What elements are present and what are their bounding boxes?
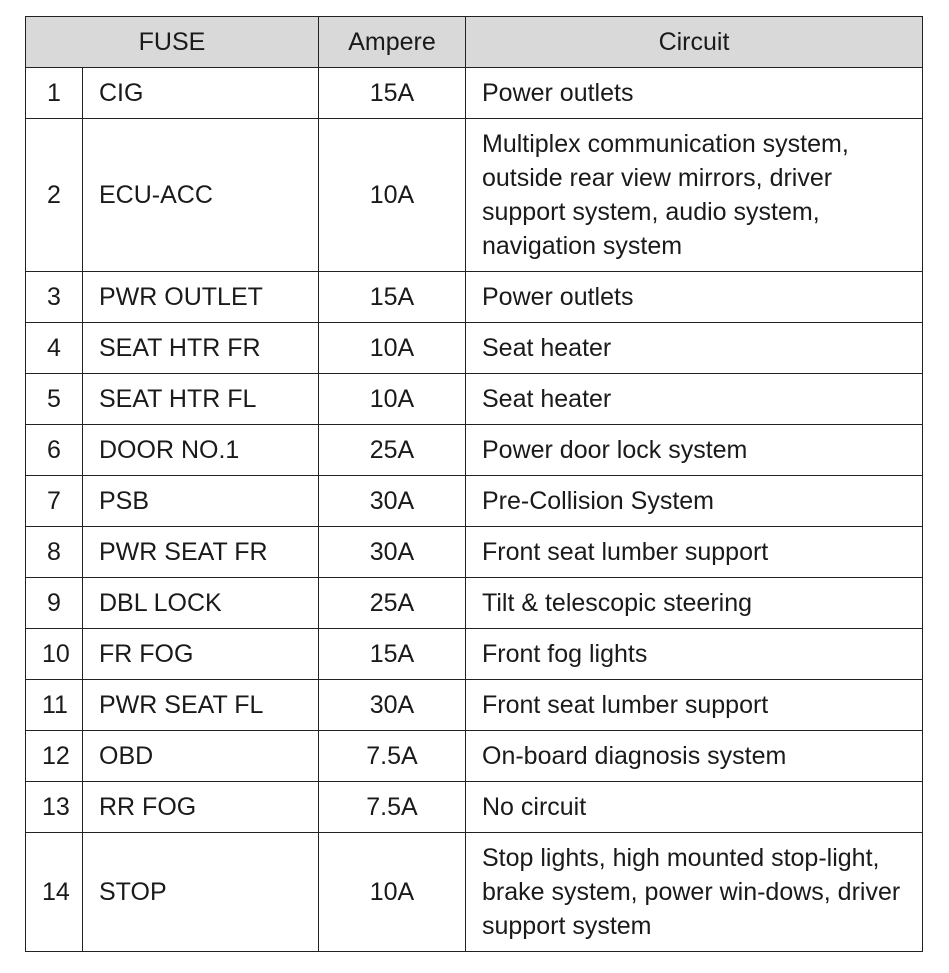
table-row <box>26 680 923 731</box>
fuse-circuit: Power outlets <box>466 68 923 119</box>
header-circuit: Circuit <box>466 17 923 68</box>
header-ampere: Ampere <box>319 17 466 68</box>
table-row <box>26 68 923 119</box>
fuse-name: DOOR NO.1 <box>83 425 319 476</box>
table-row <box>26 629 923 680</box>
fuse-number: 3 <box>26 272 83 323</box>
table-row <box>26 833 923 952</box>
fuse-name: PWR OUTLET <box>83 272 319 323</box>
fuse-number: 12 <box>26 731 83 782</box>
fuse-name: ECU-ACC <box>83 119 319 272</box>
fuse-ampere: 7.5A <box>319 782 466 833</box>
fuse-circuit: Front fog lights <box>466 629 923 680</box>
fuse-name: RR FOG <box>83 782 319 833</box>
fuse-ampere: 7.5A <box>319 731 466 782</box>
table-row <box>26 374 923 425</box>
table-row <box>26 323 923 374</box>
fuse-table <box>25 16 923 952</box>
fuse-circuit: Front seat lumber support <box>466 527 923 578</box>
fuse-number: 11 <box>26 680 83 731</box>
fuse-number: 10 <box>26 629 83 680</box>
fuse-circuit: Front seat lumber support <box>466 680 923 731</box>
fuse-circuit: Tilt & telescopic steering <box>466 578 923 629</box>
fuse-circuit: Seat heater <box>466 323 923 374</box>
fuse-ampere: 10A <box>319 833 466 952</box>
fuse-circuit: Multiplex communication system, outside rear view mirrors, driver support system, audio system, navigation system <box>466 119 923 272</box>
table-row <box>26 425 923 476</box>
table-row <box>26 119 923 272</box>
fuse-name: OBD <box>83 731 319 782</box>
table-row <box>26 578 923 629</box>
fuse-number: 13 <box>26 782 83 833</box>
table-header-row <box>26 17 923 68</box>
fuse-circuit: On-board diagnosis system <box>466 731 923 782</box>
table-row <box>26 272 923 323</box>
fuse-number: 9 <box>26 578 83 629</box>
table-row <box>26 476 923 527</box>
fuse-name: PSB <box>83 476 319 527</box>
fuse-name: SEAT HTR FL <box>83 374 319 425</box>
fuse-name: PWR SEAT FL <box>83 680 319 731</box>
fuse-ampere: 15A <box>319 629 466 680</box>
fuse-name: CIG <box>83 68 319 119</box>
fuse-ampere: 15A <box>319 68 466 119</box>
fuse-number: 8 <box>26 527 83 578</box>
fuse-circuit: Stop lights, high mounted stop-light, brake system, power win-dows, driver support system <box>466 833 923 952</box>
fuse-number: 14 <box>26 833 83 952</box>
fuse-number: 2 <box>26 119 83 272</box>
fuse-ampere: 25A <box>319 578 466 629</box>
fuse-name: FR FOG <box>83 629 319 680</box>
fuse-name: STOP <box>83 833 319 952</box>
table-row <box>26 782 923 833</box>
fuse-ampere: 15A <box>319 272 466 323</box>
table-row <box>26 527 923 578</box>
fuse-ampere: 30A <box>319 476 466 527</box>
fuse-ampere: 10A <box>319 323 466 374</box>
fuse-ampere: 25A <box>319 425 466 476</box>
fuse-ampere: 10A <box>319 119 466 272</box>
fuse-ampere: 10A <box>319 374 466 425</box>
fuse-ampere: 30A <box>319 680 466 731</box>
fuse-circuit: Seat heater <box>466 374 923 425</box>
fuse-number: 1 <box>26 68 83 119</box>
table-row <box>26 731 923 782</box>
fuse-number: 7 <box>26 476 83 527</box>
fuse-circuit: Power outlets <box>466 272 923 323</box>
fuse-name: PWR SEAT FR <box>83 527 319 578</box>
fuse-number: 6 <box>26 425 83 476</box>
fuse-ampere: 30A <box>319 527 466 578</box>
header-fuse: FUSE <box>26 17 319 68</box>
fuse-name: SEAT HTR FR <box>83 323 319 374</box>
fuse-number: 5 <box>26 374 83 425</box>
fuse-circuit: No circuit <box>466 782 923 833</box>
fuse-name: DBL LOCK <box>83 578 319 629</box>
fuse-circuit: Power door lock system <box>466 425 923 476</box>
fuse-number: 4 <box>26 323 83 374</box>
fuse-circuit: Pre-Collision System <box>466 476 923 527</box>
